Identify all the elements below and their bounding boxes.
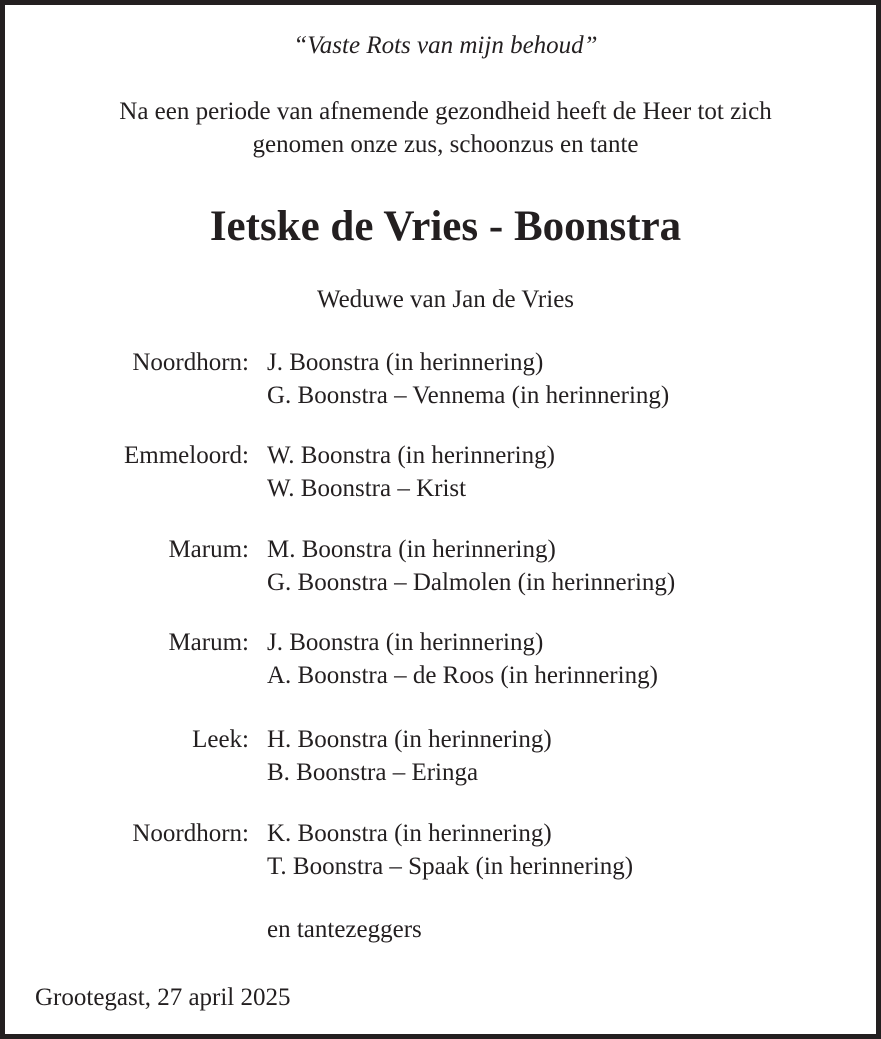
deceased-name: Ietske de Vries - Boonstra <box>209 203 682 250</box>
relative-name: J. Boonstra (in herinnering) <box>267 629 544 656</box>
relative-name: T. Boonstra – Spaak (in herinnering) <box>267 853 634 880</box>
relative-name: H. Boonstra (in herinnering) <box>267 726 552 753</box>
relative-names <box>267 817 633 883</box>
relative-name: W. Boonstra (in herinnering) <box>267 442 555 469</box>
relative-names <box>267 439 555 505</box>
motto: “Vaste Rots van mijn behoud” <box>293 32 598 59</box>
closing-line: en tantezeggers <box>267 916 422 943</box>
relative-name: G. Boonstra – Dalmolen (in herinnering) <box>267 569 676 596</box>
relative-place: Marum: <box>168 629 249 656</box>
relative-place: Leek: <box>192 726 249 753</box>
relative-place: Marum: <box>168 536 249 563</box>
relative-names <box>267 533 675 599</box>
relative-name: K. Boonstra (in herinnering) <box>267 820 552 847</box>
relative-names <box>267 346 669 412</box>
relative-place: Noordhorn: <box>132 820 249 847</box>
relative-name: J. Boonstra (in herinnering) <box>267 349 544 376</box>
widow-of: Weduwe van Jan de Vries <box>316 286 575 313</box>
place-date: Grootegast, 27 april 2025 <box>35 984 291 1011</box>
relative-place: Emmeloord: <box>124 442 249 469</box>
intro-text <box>65 95 826 161</box>
relative-name: W. Boonstra – Krist <box>267 475 467 502</box>
relative-name: A. Boonstra – de Roos (in herinnering) <box>267 662 658 689</box>
relative-name: B. Boonstra – Eringa <box>267 759 479 786</box>
relative-place: Noordhorn: <box>132 349 249 376</box>
relative-names <box>267 723 552 789</box>
relative-name: M. Boonstra (in herinnering) <box>267 536 556 563</box>
intro-line-2: genomen onze zus, schoonzus en tante <box>252 131 639 158</box>
relative-names <box>267 626 658 692</box>
relative-name: G. Boonstra – Vennema (in herinnering) <box>267 382 670 409</box>
intro-line-1: Na een periode van afnemende gezondheid heeft de Heer tot zich <box>119 98 772 125</box>
